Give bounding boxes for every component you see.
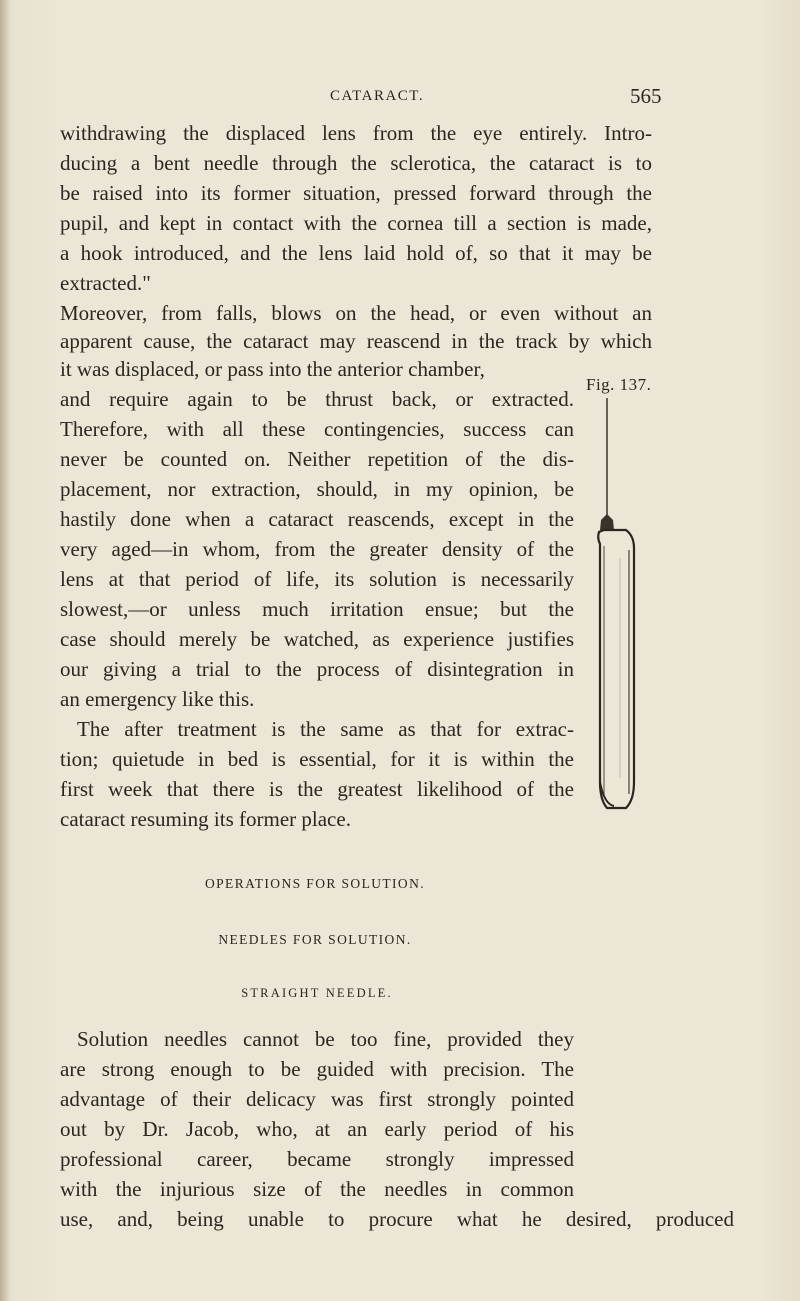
- page-number: 565: [630, 84, 662, 108]
- text-line: first week that there is the greatest likelihood of the: [60, 777, 574, 801]
- running-head: [0, 84, 800, 108]
- needle-ferrule: [600, 514, 614, 530]
- text-line: advantage of their delicacy was first strongly pointed: [60, 1087, 574, 1111]
- straight-needle-illustration: [590, 398, 640, 818]
- text-line: professional career, became strongly impressed: [60, 1147, 574, 1171]
- text-line: out by Dr. Jacob, who, at an early period of his: [60, 1117, 574, 1141]
- text-line: never be counted on. Neither repetition of the dis-: [60, 447, 574, 471]
- figure-label: Fig. 137.: [586, 375, 652, 394]
- text-line: are strong enough to be guided with precision. The: [60, 1057, 574, 1081]
- text-line: apparent cause, the cataract may reascend in the track by which: [60, 329, 652, 353]
- text-line: slowest,—or unless much irritation ensue; but the: [60, 597, 574, 621]
- text-line: Moreover, from falls, blows on the head, or even without an: [60, 301, 652, 325]
- text-line: tion; quietude in bed is essential, for it is within the: [60, 747, 574, 771]
- text-line: case should merely be watched, as experience justifies: [60, 627, 574, 651]
- text-line: it was displaced, or pass into the anterior chamber,: [60, 357, 485, 381]
- text-line: The after treatment is the same as that for extrac-: [77, 717, 574, 741]
- text-line: extracted.": [60, 271, 151, 295]
- text-line: Solution needles cannot be too fine, provided they: [77, 1027, 574, 1051]
- running-title: CATARACT.: [330, 88, 425, 104]
- text-line: an emergency like this.: [60, 687, 255, 711]
- text-line: pupil, and kept in contact with the cornea till a section is made,: [60, 211, 652, 235]
- text-line: be raised into its former situation, pressed forward through the: [60, 181, 652, 205]
- text-line: withdrawing the displaced lens from the eye entirely. Intro-: [60, 121, 652, 145]
- text-line: a hook introduced, and the lens laid hold of, so that it may be: [60, 241, 652, 265]
- text-line: cataract resuming its former place.: [60, 807, 351, 831]
- subsection-heading: NEEDLES FOR SOLUTION.: [218, 932, 412, 947]
- text-line: placement, nor extraction, should, in my opinion, be: [60, 477, 574, 501]
- text-line: ducing a bent needle through the sclerotica, the cataract is to: [60, 151, 652, 175]
- text-line: and require again to be thrust back, or extracted.: [60, 387, 574, 411]
- sub-subsection-heading: STRAIGHT NEEDLE.: [241, 986, 393, 1000]
- text-line: very aged—in whom, from the greater density of the: [60, 537, 574, 561]
- section-heading: OPERATIONS FOR SOLUTION.: [205, 876, 425, 891]
- text-line: our giving a trial to the process of disintegration in: [60, 657, 574, 681]
- text-line: hastily done when a cataract reascends, except in the: [60, 507, 574, 531]
- text-line: use, and, being unable to procure what he desired, produced: [60, 1207, 734, 1231]
- text-line: with the injurious size of the needles in common: [60, 1177, 574, 1201]
- binding-shadow: [0, 0, 10, 1301]
- text-line: lens at that period of life, its solution is necessarily: [60, 567, 574, 591]
- text-line: Therefore, with all these contingencies, success can: [60, 417, 574, 441]
